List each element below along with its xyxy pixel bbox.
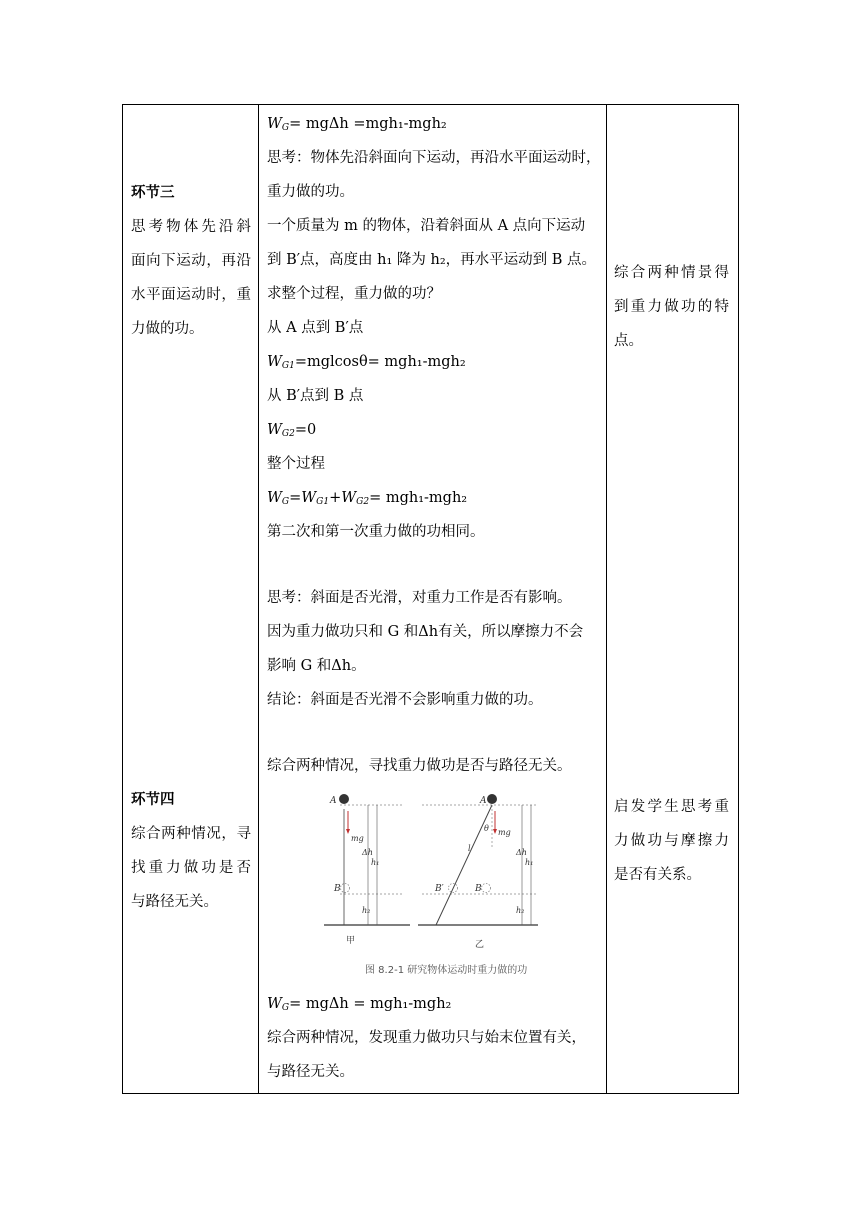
same-result: 第二次和第一次重力做的功相同。 [267, 524, 485, 540]
label-dh-right: Δh [516, 848, 527, 857]
summary-line: 综合两种情况，发现重力做功只与始末位置有关， [267, 1030, 586, 1046]
label-A-left: A [330, 796, 337, 806]
think1-line: 思考：物体先沿斜面向下运动，再沿水平面运动时， [267, 150, 601, 166]
label-h2-left: h₂ [362, 906, 371, 915]
label-A-right: A [480, 796, 487, 806]
section4-title: 环节四 [131, 791, 175, 808]
gravity-work-figure [310, 787, 540, 977]
section4-desc-line: 综合两种情况，寻 [131, 826, 251, 842]
equation-wg-final: $W_G= mg\Delta h = mgh_1-mgh_2$ [267, 996, 452, 1013]
label-theta: θ [484, 824, 489, 833]
label-mg-left: mg [351, 834, 364, 843]
step2-label: 从 B′点到 B 点 [267, 388, 364, 404]
section3-note-line: 点。 [614, 333, 643, 349]
think2-line: 思考：斜面是否光滑，对重力工作是否有影响。 [267, 590, 572, 606]
summary-line: 与路径无关。 [267, 1064, 354, 1080]
section4-note-line: 启发学生思考重 [614, 799, 729, 815]
label-B-right: B [475, 884, 482, 894]
label-jia: 甲 [346, 936, 356, 946]
label-h2-right: h₂ [516, 906, 525, 915]
section3-note-line: 到重力做功的特 [614, 299, 729, 315]
label-B-left: B [334, 884, 341, 894]
section4-desc-line: 找重力做功是否 [131, 860, 251, 876]
section4-desc-line: 与路径无关。 [131, 894, 218, 910]
reason-line: 影响 G 和Δh。 [267, 658, 366, 674]
conclusion: 结论：斜面是否光滑不会影响重力做的功。 [267, 692, 543, 708]
problem-line: 到 B′点，高度由 h₁ 降为 h₂，再水平运动到 B 点。 [267, 252, 597, 268]
label-yi: 乙 [475, 940, 485, 950]
equation-wg: $W_G= mg\Delta h =mgh_1-mgh_2$ [267, 116, 447, 133]
problem-line: 求整个过程，重力做的功？ [267, 286, 441, 302]
step3-label: 整个过程 [267, 456, 325, 472]
think1-line: 重力做的功。 [267, 184, 354, 200]
label-dh-left: Δh [362, 848, 373, 857]
reason-line: 因为重力做功只和 G 和Δh有关，所以摩擦力不会 [267, 624, 584, 640]
section3-desc-line: 面向下运动，再沿 [131, 253, 251, 269]
section4-note-line: 是否有关系。 [614, 867, 701, 883]
section4-note-line: 力做功与摩擦力 [614, 833, 729, 849]
figure-caption: 图 8.2-1 研究物体运动时重力做的功 [365, 965, 528, 976]
label-mg-right: mg [498, 828, 511, 837]
column-notes [607, 105, 738, 1093]
equation-total: $W_G=W_{G1}+W_{G2}= mgh_1-mgh_2$ [267, 490, 468, 507]
label-Bprime-right: B′ [435, 884, 444, 894]
section3-desc-line: 思考物体先沿斜 [131, 219, 251, 235]
section3-desc-line: 水平面运动时，重 [131, 287, 251, 303]
section3-desc-line: 力做的功。 [131, 321, 204, 337]
equation-wg2: $W_{G2}=0$ [267, 422, 317, 439]
problem-line: 一个质量为 m 的物体，沿着斜面从 A 点向下运动 [267, 218, 586, 234]
section3-title: 环节三 [131, 184, 175, 201]
label-h1-left: h₁ [371, 858, 380, 867]
section3-note-line: 综合两种情景得 [614, 265, 729, 281]
label-l: l [468, 844, 471, 853]
section4-intro: 综合两种情况，寻找重力做功是否与路径无关。 [267, 758, 572, 774]
equation-wg1: $W_{G1}=mglcos\theta= mgh_1-mgh_2$ [267, 354, 466, 371]
step1-label: 从 A 点到 B′点 [267, 320, 364, 336]
label-h1-right: h₁ [525, 858, 534, 867]
